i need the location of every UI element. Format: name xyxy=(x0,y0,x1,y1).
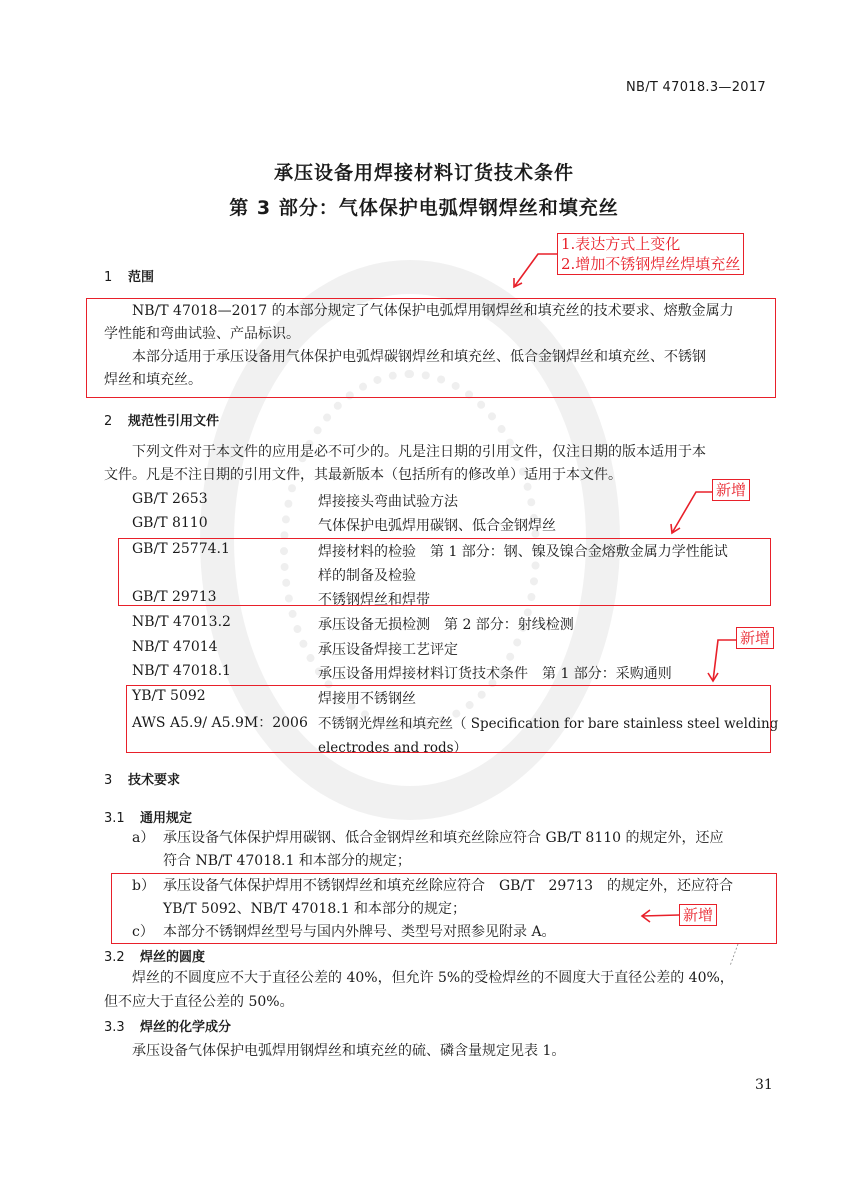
refs-intro-line2: 文件。凡是不注日期的引用文件，其最新版本（包括所有的修改单）适用于本文件。 xyxy=(104,467,622,483)
doc-title-line2: 第 3 部分：气体保护电弧焊钢焊丝和填充丝 xyxy=(229,197,619,219)
doc-title-line1: 承压设备用焊接材料订货技术条件 xyxy=(273,162,574,184)
page-number: 31 xyxy=(755,1077,773,1093)
annotation-note-3: 新增 xyxy=(736,627,774,649)
highlight-box-requirements-bc xyxy=(111,873,777,944)
highlight-box-refs-gb xyxy=(118,538,771,606)
roundness-line2: 但不应大于直径公差的 50%。 xyxy=(104,994,294,1010)
section-3-3-heading: 3.3 焊丝的化学成分 xyxy=(104,1020,232,1035)
section-1-heading: 1 范围 xyxy=(104,270,155,285)
refs-intro-line1: 下列文件对于本文件的应用是必不可少的。凡是注日期的引用文件，仅注日期的版本适用于本 xyxy=(132,444,706,460)
annotation-note-4: 新增 xyxy=(679,904,717,926)
scope-para1-line2: 学性能和弯曲试验、产品标识。 xyxy=(104,326,300,342)
scope-para2-line1: 本部分适用于承压设备用气体保护电弧焊碳钢焊丝和填充丝、低合金钢焊丝和填充丝、不锈钢 xyxy=(132,349,706,365)
roundness-line1: 焊丝的不圆度应不大于直径公差的 40%，但允许 5%的受检焊丝的不圆度大于直径公差的 40%， xyxy=(132,970,734,986)
highlight-box-refs-yb-aws xyxy=(126,685,771,753)
chemical-composition-line1: 承压设备气体保护电弧焊用钢焊丝和填充丝的硫、磷含量规定见表 1。 xyxy=(132,1043,566,1059)
scope-para2-line2: 焊丝和填充丝。 xyxy=(104,372,202,388)
highlight-box-scope xyxy=(86,298,776,398)
section-3-1-heading: 3.1 通用规定 xyxy=(104,811,193,826)
standard-code-header: NB/T 47018.3—2017 xyxy=(625,80,766,95)
annotation-note-1: 1.表达方式上变化 2.增加不锈钢焊丝焊填充丝 xyxy=(557,233,744,275)
scope-para1-line1: NB/T 47018—2017 的本部分规定了气体保护电弧焊用钢焊丝和填充丝的技术要求、熔敷金属力 xyxy=(132,303,734,319)
section-2-heading: 2 规范性引用文件 xyxy=(104,414,220,429)
scan-mark xyxy=(730,944,738,966)
annotation-note-2: 新增 xyxy=(712,479,750,501)
section-3-2-heading: 3.2 焊丝的圆度 xyxy=(104,950,206,965)
section-3-heading: 3 技术要求 xyxy=(104,773,181,788)
